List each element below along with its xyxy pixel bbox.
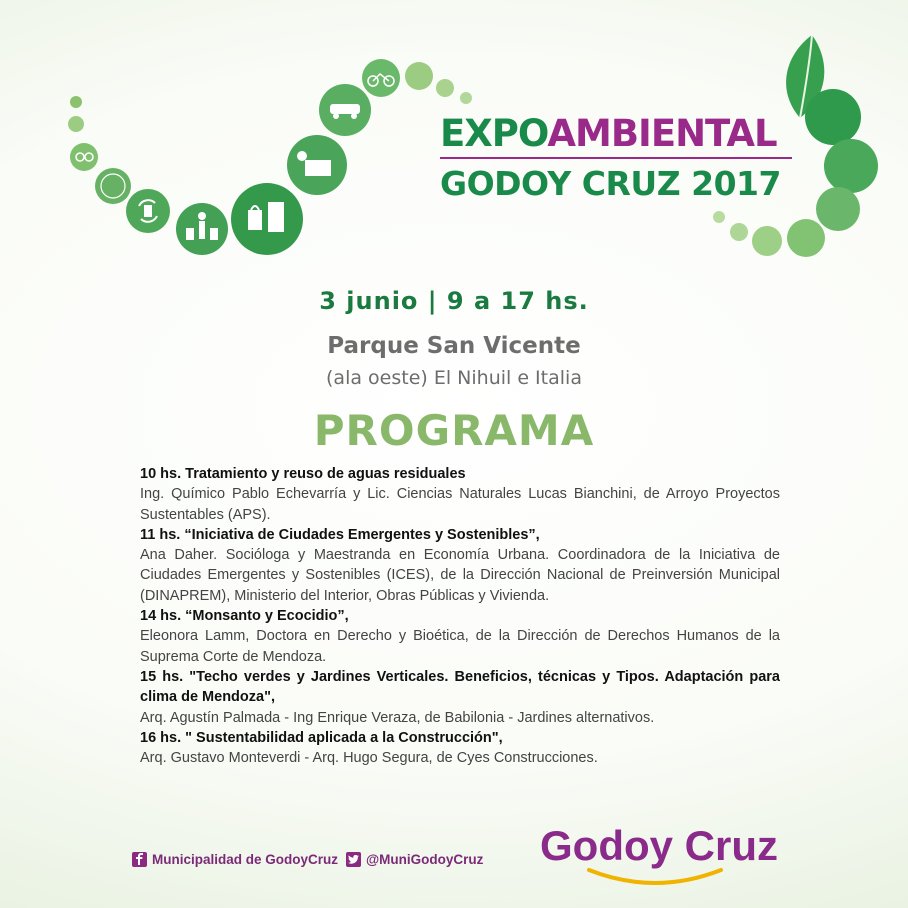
facebook-link[interactable]: Municipalidad de GodoyCruz: [152, 851, 339, 867]
program-item: [140, 667, 780, 728]
event-place: Parque San Vicente: [327, 333, 581, 359]
bicycle-icon: [362, 59, 400, 97]
program-list: [140, 464, 780, 768]
social-footer: [132, 848, 483, 870]
twitter-icon[interactable]: [346, 852, 361, 867]
program-heading: PROGRAMA: [313, 406, 595, 455]
program-item-head: 16 hs. " Sustentabilidad aplicada a la Construcción",: [140, 729, 503, 746]
twitter-link[interactable]: @MuniGodoyCruz: [366, 851, 484, 867]
solar-panel-icon: [287, 135, 347, 195]
expo-title-part2: AMBIENTAL: [547, 112, 777, 155]
event-address: (ala oeste) El Nihuil e Italia: [326, 367, 582, 389]
program-item-head: 14 hs. “Monsanto y Ecocidio”,: [140, 608, 349, 625]
expo-title: [440, 112, 777, 156]
program-item-body: Eleonora Lamm, Doctora en Derecho y Bioética, de la Dirección de Derechos Humanos de la Suprema Corte de Mendoza.: [140, 628, 780, 665]
program-item: [140, 606, 780, 667]
program-item-body: Arq. Gustavo Monteverdi - Arq. Hugo Segura, de Cyes Construcciones.: [140, 750, 598, 767]
title-divider: [440, 157, 792, 159]
program-item-body: Ing. Químico Pablo Echevarría y Lic. Ciencias Naturales Lucas Bianchini, de Arroyo Proyectos Sustentables (APS).: [140, 486, 780, 523]
event-date-time: 3 junio | 9 a 17 hs.: [319, 287, 589, 315]
shopping-bags-icon: [231, 183, 303, 255]
program-item: [140, 728, 780, 769]
godoy-cruz-logo: Godoy Cruz: [540, 822, 778, 869]
water-drops-icon: [70, 143, 98, 171]
people-with-bins-icon: [176, 203, 228, 255]
mundo-verde-badge-icon: [95, 168, 131, 204]
program-item-head: 10 hs. Tratamiento y reuso de aguas residuales: [140, 466, 466, 482]
recycle-icon: [126, 189, 170, 233]
program-item-body: Ana Daher. Socióloga y Maestranda en Economía Urbana. Coordinadora de la Iniciativa de Ciudades Emergentes y Sostenibles (ICES), de la Dirección Nacional de Preinversión Municipal (DINAPREM), Ministerio del Interior, Obras Públicas y Vivienda.: [140, 547, 780, 604]
expo-subtitle: GODOY CRUZ 2017: [440, 164, 781, 203]
program-item-body: Arq. Agustín Palmada - Ing Enrique Veraza, de Babilonia - Jardines alternativos.: [140, 709, 655, 726]
electric-car-icon: [319, 84, 371, 136]
program-item-head: 11 hs. “Iniciativa de Ciudades Emergentes y Sostenibles”,: [140, 526, 540, 543]
program-item-head: 15 hs. "Techo verdes y Jardines Verticales. Beneficios, técnicas y Tipos. Adaptación para clima de Mendoza",: [140, 668, 780, 706]
logo-smile-icon: [585, 866, 725, 890]
program-item: [140, 525, 780, 606]
program-item: [140, 464, 780, 525]
expo-title-part1: EXPO: [440, 112, 548, 155]
facebook-icon[interactable]: [132, 852, 147, 867]
